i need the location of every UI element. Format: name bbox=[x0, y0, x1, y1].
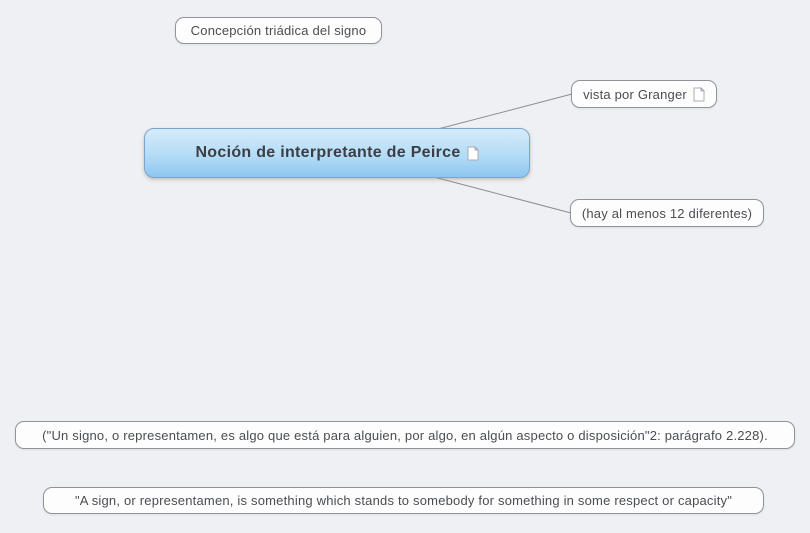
note-icon[interactable] bbox=[693, 87, 705, 102]
node-label: vista por Granger bbox=[583, 86, 687, 102]
node-concept-triadica[interactable] bbox=[175, 17, 382, 44]
node-label: Concepción triádica del signo bbox=[190, 23, 367, 38]
node-label: "A sign, or representamen, is something which stands to somebody for something in some respect or capacity" bbox=[74, 493, 733, 508]
node-label: Noción de interpretante de Peirce bbox=[195, 144, 461, 161]
connector-root-granger bbox=[438, 94, 572, 129]
node-quote-english[interactable] bbox=[43, 487, 764, 514]
node-root-nocion-interpretante[interactable] bbox=[144, 128, 530, 178]
node-label: ("Un signo, o representamen, es algo que está para alguien, por algo, en algún aspecto o disposición"2: parágrafo 2.228). bbox=[42, 427, 768, 443]
note-icon[interactable] bbox=[467, 146, 479, 161]
node-quote-spanish[interactable] bbox=[15, 421, 795, 449]
connector-root-differents bbox=[434, 177, 571, 213]
node-vista-por-granger[interactable] bbox=[571, 80, 717, 108]
node-hay-al-menos-12[interactable] bbox=[570, 199, 764, 227]
node-label: (hay al menos 12 diferentes) bbox=[581, 205, 753, 221]
